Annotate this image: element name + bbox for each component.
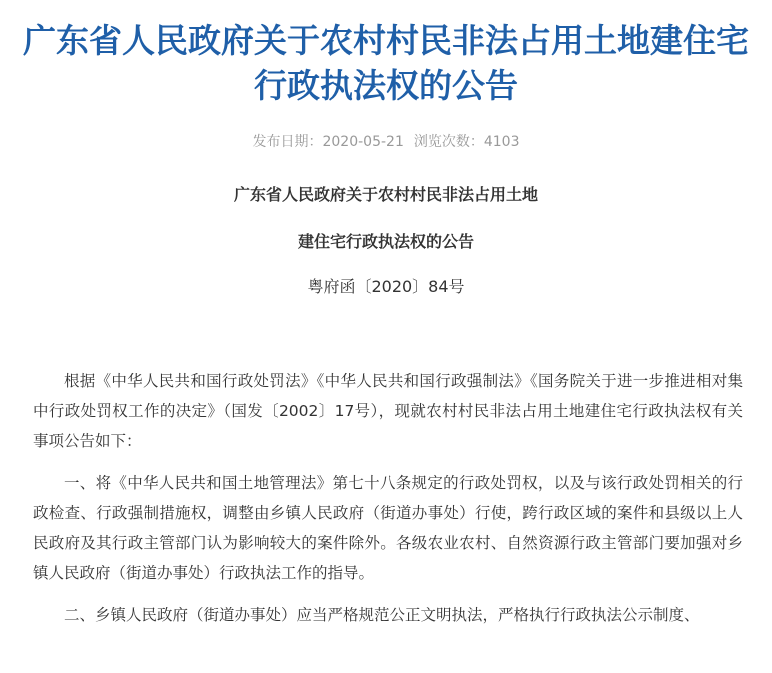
publish-date: 2020-05-21 xyxy=(322,134,404,150)
article-title xyxy=(20,18,752,108)
paragraph-item-2: 二、乡镇人民政府（街道办事处）应当严格规范公正文明执法，严格执行行政执法公示制度、 xyxy=(64,606,700,624)
view-count: 4103 xyxy=(483,134,520,150)
document-subtitle-line1: 广东省人民政府关于农村村民非法占用土地 xyxy=(233,185,538,204)
article-meta xyxy=(0,132,772,152)
article-title-line2: 行政执法权的公告 xyxy=(254,66,518,105)
view-count-label: 浏览次数： xyxy=(413,134,484,150)
document-number: 粤府函〔2020〕84号 xyxy=(307,277,465,296)
paragraph-item-1: 一、将《中华人民共和国土地管理法》第七十八条规定的行政处罚权，以及与该行政处罚相关的行政检查、行政强制措施权，调整由乡镇人民政府（街道办事处）行使，跨行政区域的案件和县级以上人民政府及其行政主管部门认为影响较大的案件除外。各级农业农村、自然资源行政主管部门要加强对乡镇人民政府（街道办事处）行政执法工作的指导。 xyxy=(33,474,743,582)
publish-date-label: 发布日期： xyxy=(252,134,323,150)
document-subtitle-line2: 建住宅行政执法权的公告 xyxy=(297,232,474,251)
article-body xyxy=(33,366,743,642)
article-title-line1: 广东省人民政府关于农村村民非法占用土地建住宅 xyxy=(23,21,749,60)
paragraph-intro: 根据《中华人民共和国行政处罚法》《中华人民共和国行政强制法》《国务院关于进一步推进相对集中行政处罚权工作的决定》（国发〔2002〕17号），现就农村村民非法占用土地建住宅行政执法权有关事项公告如下： xyxy=(33,372,743,450)
